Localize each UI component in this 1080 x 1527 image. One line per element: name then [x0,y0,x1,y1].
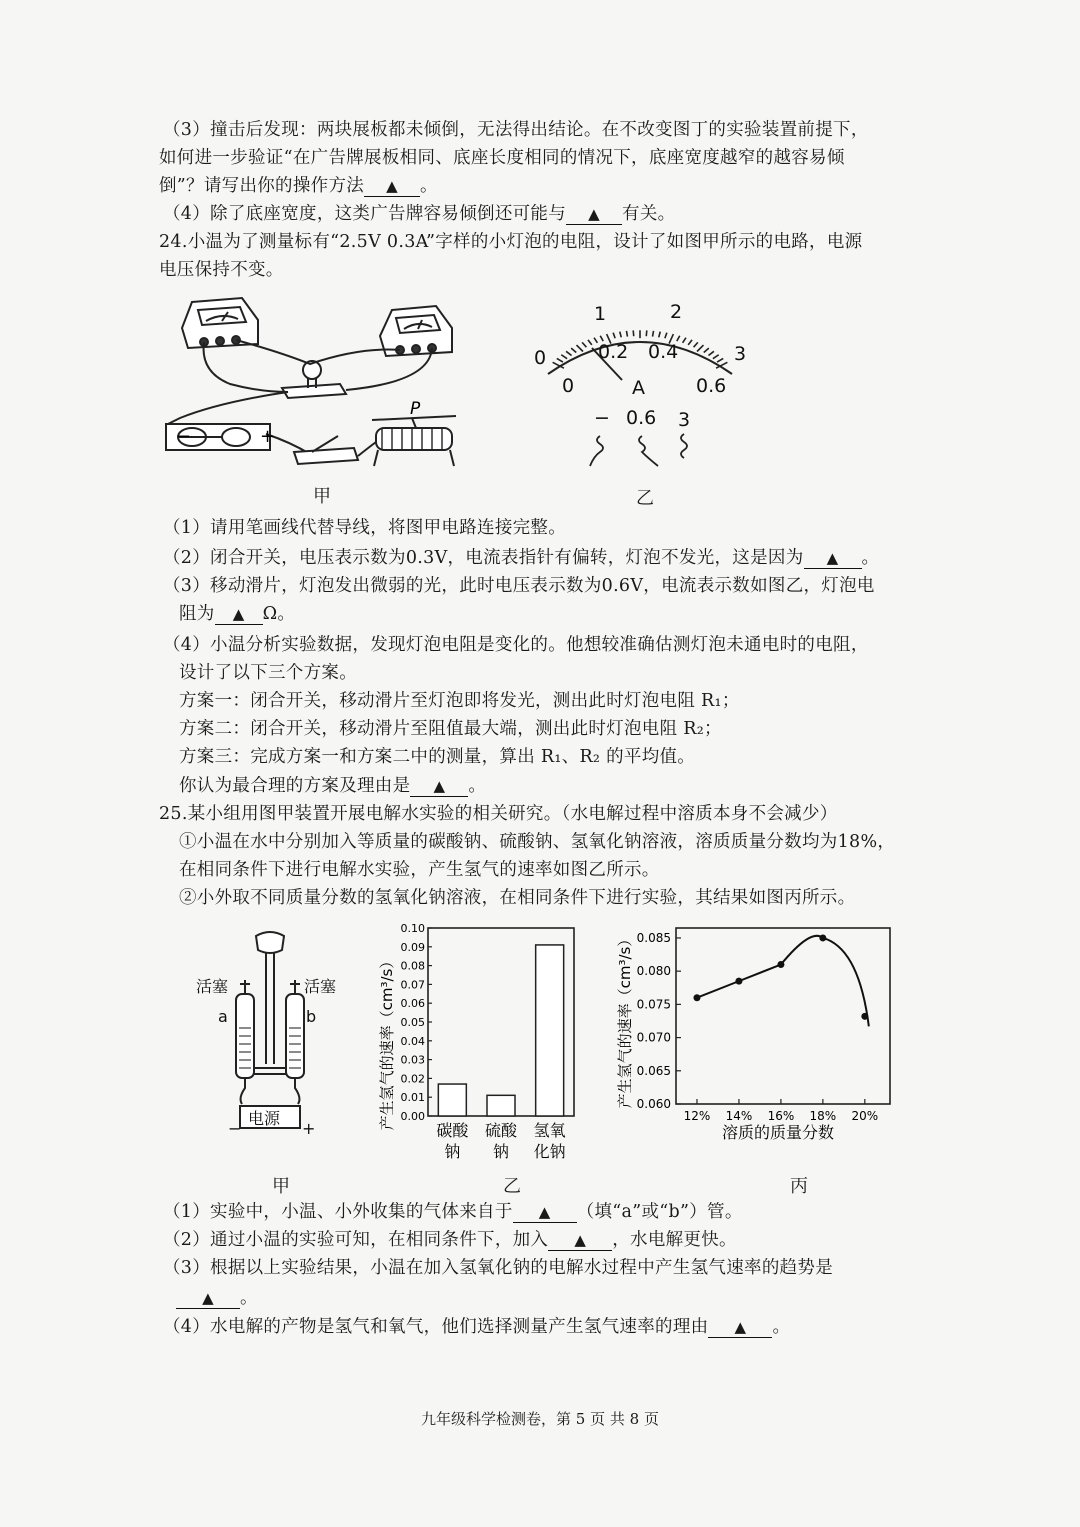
bar-ytick-label: 0.04 [400,1034,425,1048]
line-xtick-label: 14% [725,1109,753,1123]
answer-blank[interactable]: ▲ [410,776,468,797]
q25-part2-text: （2）通过小温的实验可知，在相同条件下，加入 [163,1230,549,1250]
bar-chart-ylabel: 产生氢气的速率（cm³/s） [378,953,396,1131]
line-series [697,936,869,1027]
dial-tick [704,348,709,352]
dial-outer-0: 0 [534,347,547,369]
q24-part4-text: 你认为最合理的方案及理由是 [179,776,411,796]
valve-left-label: 活塞 [196,977,229,996]
power-plus: + [302,1119,316,1138]
q25-part2 [163,1228,737,1252]
bar-ytick-label: 0.01 [400,1091,425,1105]
q25-stem: 25.某小组用图甲装置开展电解水实验的相关研究。（水电解过程中溶质本身不会减少） [159,804,838,824]
dial-tick [594,338,597,343]
dial-tick [561,355,567,359]
bar-ytick-label: 0.05 [400,1016,425,1029]
bar-ytick-label: 0.06 [400,997,425,1011]
circuit-figure [160,292,460,472]
q23-part3-line1: （3）撞击后发现：两块展板都未倾倒，无法得出结论。在不改变图丁的实验装置前提下， [163,120,869,140]
line-xtick-label: 20% [851,1109,879,1123]
line-ytick-label: 0.065 [636,1063,671,1078]
dial-tick [582,342,586,347]
line-chart [614,922,904,1148]
q25-s1-line1: ①小温在水中分别加入等质量的碳酸钠、硫酸钠、氢氧化钠溶液，溶质质量分数均为18%， [179,832,896,852]
bar-2 [536,945,564,1116]
tube-b-label: b [306,1007,317,1026]
bar-category-label: 硫酸 [484,1121,518,1140]
bar-ytick-label: 0.08 [400,959,425,973]
bar-ytick-label: 0.00 [400,1110,425,1123]
line-ytick-label: 0.070 [636,1030,671,1045]
dial-tick [653,331,654,337]
q25-part1 [163,1200,743,1224]
dial-inner-0.4: 0.4 [648,341,679,363]
power-minus: − [228,1119,242,1138]
q24-part4-line3 [179,774,486,798]
answer-blank[interactable]: ▲ [215,604,263,625]
bar-ytick-label: 0.09 [400,940,425,954]
bar-chart [372,922,582,1168]
answer-blank[interactable]: ▲ [548,1230,612,1251]
dial-outer-2: 2 [670,301,683,323]
dial-tick [694,342,698,347]
q24-part3-end: Ω。 [262,604,296,624]
q24-part1: （1）请用笔画线代替导线，将图甲电路连接完整。 [163,518,567,538]
fig-yi-caption-q25: 乙 [503,1176,521,1197]
line-point-0 [693,994,700,1001]
q24-part4-end: 。 [468,776,487,796]
dial-tick [688,340,692,345]
line-point-1 [735,978,742,985]
q25-part3-line1: （3）根据以上实验结果，小温在加入氢氧化钠的电解水过程中产生氢气速率的趋势是 [163,1258,834,1278]
q24-part2-text: （2）闭合开关，电压表示数为0.3V，电流表指针有偏转，灯泡不发光，这是因为 [163,548,804,568]
q23-part4 [163,202,675,226]
dial-inner-0.2: 0.2 [598,341,629,363]
dial-tick [646,330,647,336]
answer-blank[interactable]: ▲ [708,1317,772,1338]
answer-blank[interactable]: ▲ [566,204,622,225]
dial-tick [613,333,615,339]
bar-ytick-label: 0.02 [400,1072,425,1086]
q24-plan2: 方案二：闭合开关，移动滑片至阻值最大端，测出此时灯泡电阻 R₂； [179,719,722,739]
line-xtick-label: 16% [767,1109,795,1123]
dial-tick [713,355,719,359]
q24-part4-line1: （4）小温分析实验数据，发现灯泡电阻是变化的。他想较准确估测灯泡未通电时的电阻， [163,635,869,655]
q25-part3-end: 。 [240,1288,258,1308]
dial-tick [683,338,686,343]
q25-part4-end: 。 [772,1317,791,1337]
line-chart-frame [676,928,890,1104]
q24-plan3: 方案三：完成方案一和方案二中的测量，算出 R₁、R₂ 的平均值。 [179,747,696,767]
dial-inner-0.6: 0.6 [696,375,727,397]
voltmeter-device [380,306,452,356]
dial-tick [571,348,576,352]
dial-inner-0: 0 [562,375,575,397]
fig-jia-caption-q24: 甲 [313,486,331,507]
q24-plan1: 方案一：闭合开关，移动滑片至灯泡即将发光，测出此时灯泡电阻 R₁； [179,691,740,711]
bar-category-label: 碳酸 [436,1121,469,1140]
dial-tick [566,351,571,355]
bulb-device [282,361,346,398]
q25-part3-line2 [176,1286,258,1310]
q23-part3-end: 。 [420,176,438,196]
q24-part3-text: 阻为 [179,604,215,624]
q25-part1-text: （1）实验中，小温、小外收集的气体来自于 [163,1202,513,1222]
bar-ytick-label: 0.03 [400,1053,425,1067]
dial-tick [557,358,563,362]
power-supply-label: 电源 [248,1109,281,1128]
answer-blank[interactable]: ▲ [804,548,862,569]
dial-tick [626,331,627,337]
q24-stem-line1: 24.小温为了测量标有“2.5V 0.3A”字样的小灯泡的电阻，设计了如图甲所示的电路，电源 [159,232,863,252]
bar-ytick-label: 0.07 [400,978,425,992]
q24-part2 [163,546,879,570]
dial-tick [665,333,667,339]
line-xtick-label: 18% [809,1109,837,1123]
line-xtick-label: 12% [683,1109,711,1123]
bar-category-label: 钠 [444,1142,461,1161]
answer-blank[interactable]: ▲ [176,1288,240,1309]
page-footer: 九年级科学检测卷，第 5 页 共 8 页 [421,1410,659,1428]
fig-jia-caption-q25: 甲 [272,1176,290,1197]
dial-tick [577,345,583,351]
q24-part4-line2: 设计了以下三个方案。 [179,663,357,683]
q25-part1-end: （填“a”或“b”）管。 [576,1202,743,1222]
ammeter-dial-figure [520,296,770,478]
answer-blank[interactable]: ▲ [364,176,420,197]
q23-part4-end: 有关。 [622,204,676,224]
q25-s2: ②小外取不同质量分数的氢氧化钠溶液，在相同条件下进行实验，其结果如图丙所示。 [179,888,856,908]
bar-ytick-label: 0.10 [400,922,425,935]
line-chart-ylabel: 产生氢气的速率（cm³/s） [616,931,634,1109]
line-ytick-label: 0.080 [636,964,671,979]
q25-s1-line2: 在相同条件下进行电解水实验，产生氢气的速率如图乙所示。 [179,860,660,880]
answer-blank[interactable]: ▲ [513,1202,577,1223]
bar-category-label: 化钠 [533,1142,566,1161]
line-chart-xlabel: 溶质的质量分数 [721,1123,835,1142]
terminal-0.6: 0.6 [626,407,657,429]
q24-part3-line2 [179,602,295,626]
battery-plus-sign: + [260,426,276,447]
q25-part2-end: ，水电解更快。 [612,1230,737,1250]
dial-tick [717,358,723,362]
q24-part2-end: 。 [861,548,880,568]
terminal-coil-middle [639,436,658,466]
electrolysis-apparatus [190,928,350,1138]
ammeter-device [182,298,258,348]
fig-bing-caption: 丙 [790,1176,808,1197]
terminal-3: 3 [678,409,691,431]
q25-part4-text: （4）水电解的产物是氢气和氧气，他们选择测量产生氢气速率的理由 [163,1317,709,1337]
line-ytick-label: 0.060 [636,1097,671,1111]
terminal-coil-left [590,436,603,466]
valve-right-label: 活塞 [304,977,337,996]
dial-unit: A [632,377,645,399]
dial-tick [588,340,592,345]
q23-part3-text: 倒”？请写出你的操作方法 [159,176,365,196]
q23-part3-line2: 如何进一步验证“在广告牌展板相同、底座长度相同的情况下，底座宽度越窄的越容易倾 [159,148,845,168]
dial-tick [708,351,713,355]
q23-part4-text: （4）除了底座宽度，这类广告牌容易倾倒还可能与 [163,204,567,224]
line-point-3 [819,934,826,941]
q24-part3-line1: （3）移动滑片，灯泡发出微弱的光，此时电压表示数为0.6V，电流表示数如图乙，灯泡电 [163,576,875,596]
line-ytick-label: 0.075 [636,997,671,1012]
q25-part4 [163,1315,790,1339]
line-point-4 [861,1013,868,1020]
dial-tick [620,332,621,338]
rheostat-slider-label: P [410,399,421,419]
battery-minus-sign: − [176,426,192,447]
dial-outer-1: 1 [594,303,607,325]
line-point-2 [777,961,784,968]
rheostat-device [372,416,456,466]
tube-a-label: a [218,1007,228,1026]
dial-tick [659,332,660,338]
fig-yi-caption-q24: 乙 [636,488,654,509]
terminal-minus: − [594,407,610,429]
q23-part3-line3 [159,174,438,198]
dial-tick [633,330,634,336]
bar-0 [438,1084,466,1116]
line-ytick-label: 0.085 [636,930,671,945]
dial-tick [697,345,703,351]
bar-category-label: 氢氧 [533,1121,566,1140]
dial-outer-3: 3 [734,343,747,365]
q24-stem-line2: 电压保持不变。 [159,260,284,280]
bar-category-label: 钠 [492,1142,510,1161]
bar-1 [487,1095,515,1116]
